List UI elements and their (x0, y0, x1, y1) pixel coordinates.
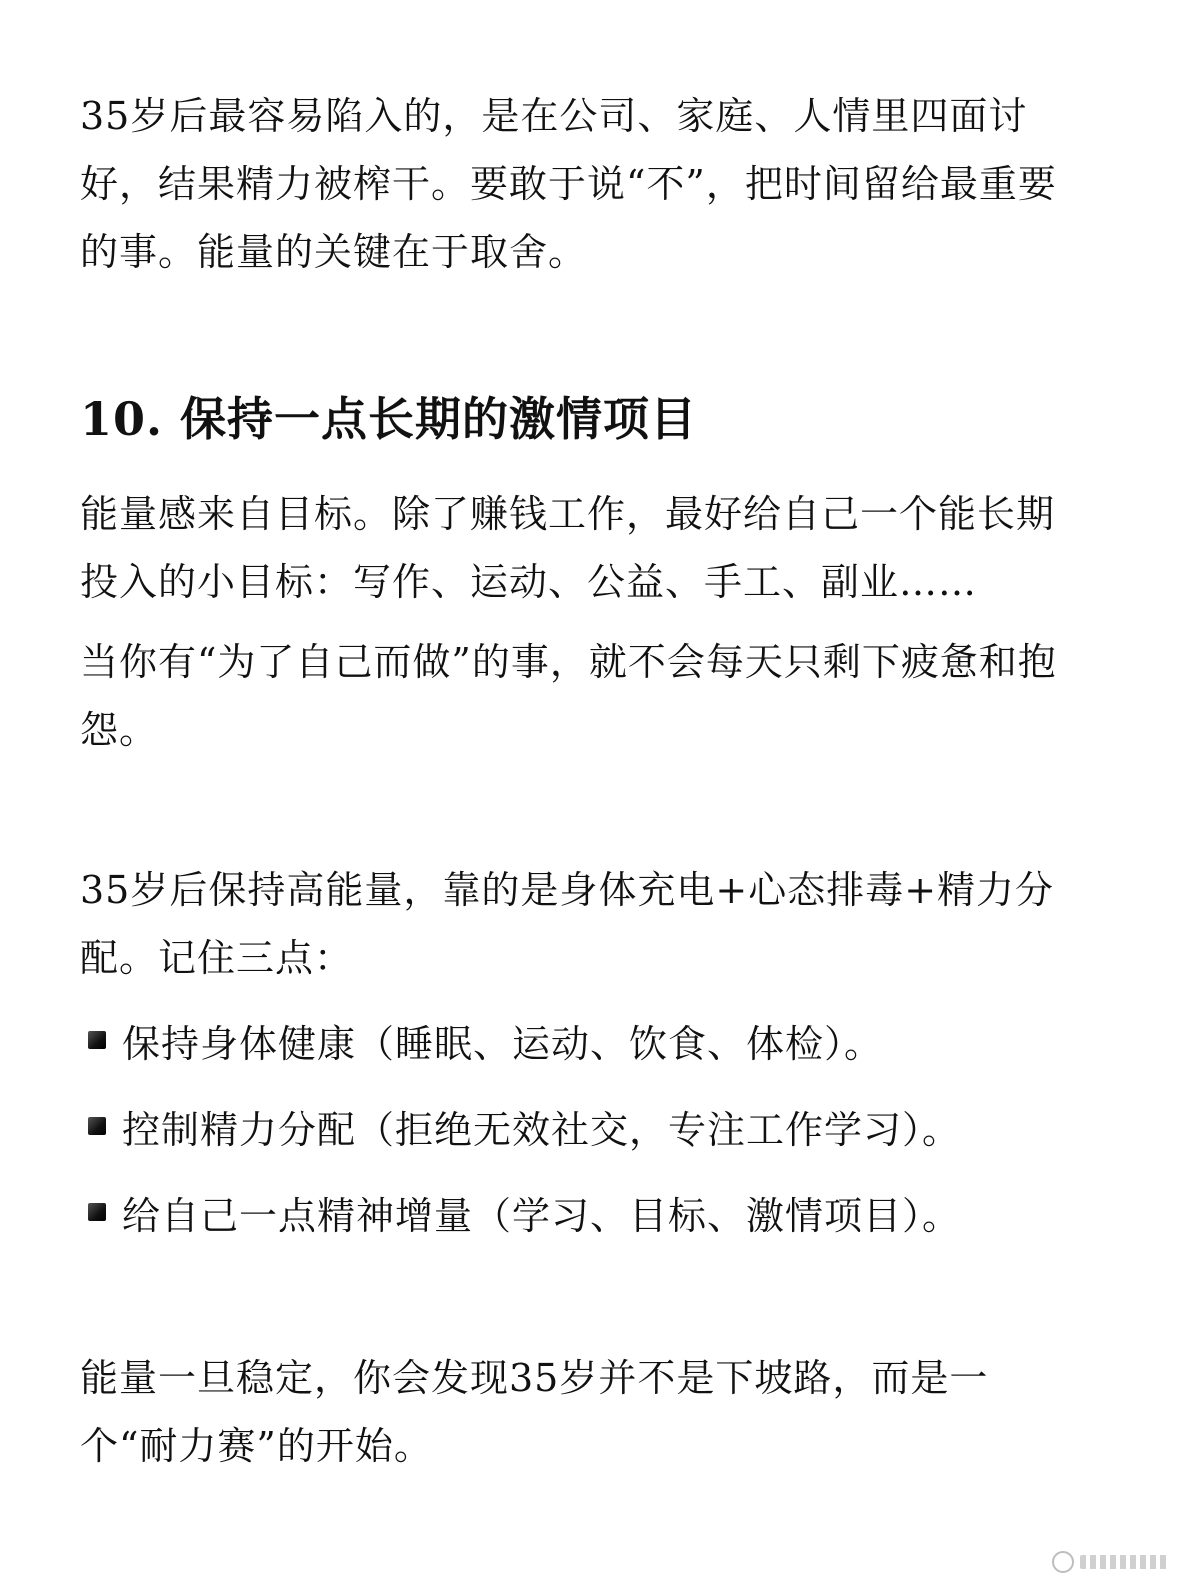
square-bullet-icon (88, 1203, 106, 1221)
paragraph-boundaries: 35岁后最容易陷入的，是在公司、家庭、人情里四面讨好，结果精力被榨干。要敢于说“不”，把时间留给最重要的事。能量的关键在于取舍。 (80, 94, 1057, 274)
bullet-text: 控制精力分配（拒绝无效社交，专注工作学习）。 (122, 1107, 962, 1152)
closing-paragraph: 能量一旦稳定，你会发现35岁并不是下坡路，而是一个“耐力赛”的开始。 (80, 1356, 989, 1468)
paragraph-for-yourself: 当你有“为了自己而做”的事，就不会每天只剩下疲惫和抱怨。 (80, 640, 1057, 752)
weibo-logo-icon (1052, 1551, 1074, 1573)
bullet-item (88, 1178, 961, 1246)
section-heading: 10. 保持一点长期的激情项目 (80, 392, 698, 446)
watermark (1052, 1551, 1170, 1573)
bullet-item (88, 1092, 961, 1160)
watermark-handle (1080, 1555, 1170, 1569)
paragraph-goals: 能量感来自目标。除了赚钱工作，最好给自己一个能长期投入的小目标：写作、运动、公益、手工、副业…… (80, 492, 1056, 604)
summary-intro: 35岁后保持高能量，靠的是身体充电+心态排毒+精力分配。记住三点： (80, 868, 1055, 980)
bullet-item (88, 1006, 883, 1074)
bullet-text: 保持身体健康（睡眠、运动、饮食、体检）。 (122, 1021, 884, 1066)
square-bullet-icon (88, 1117, 106, 1135)
square-bullet-icon (88, 1031, 106, 1049)
bullet-text: 给自己一点精神增量（学习、目标、激情项目）。 (122, 1193, 962, 1238)
